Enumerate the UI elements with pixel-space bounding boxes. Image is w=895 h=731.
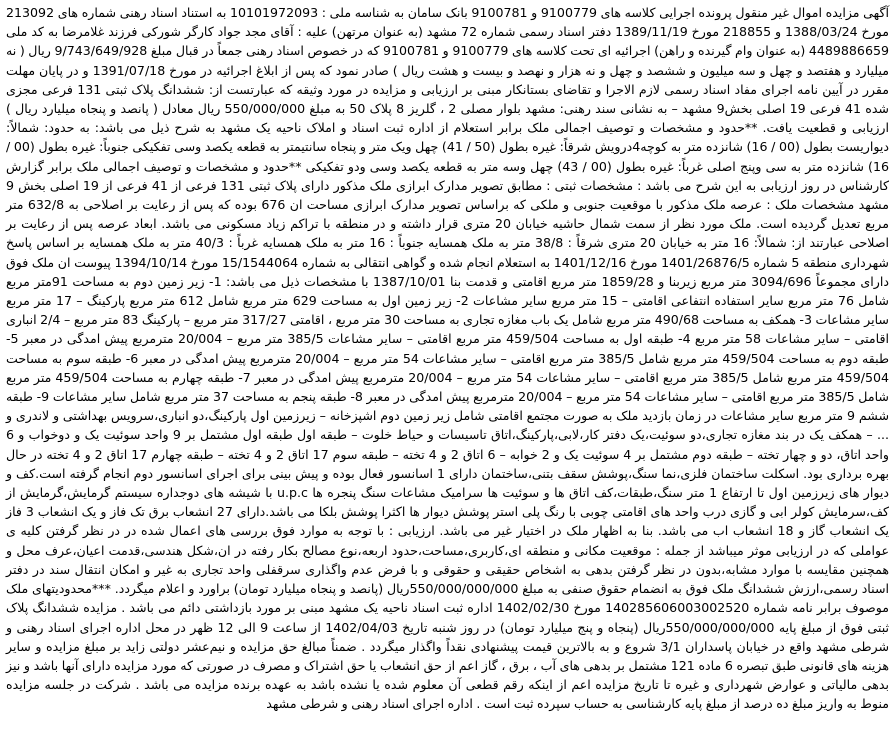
auction-notice-body: آگهی مزایده اموال غیر منقول پرونده اجرایی کلاسه های 9100779 و 9100781 بانک سامان به شناسه ملی : 10101972093 به استناد اسناد رهنی شماره های 213092 مورخ 1388/03/24 و 218855 مورخ 1389/11/19 دفتر اسناد رسمی شماره 72 مشهد (به عنوان مرتهن) علیه : آقای مجد جواد کارگر شورکی فرزند غلامرضا به کد ملی 4489886659 (به عنوان وام گیرنده و راهن) اجرائیه ای تحت کلاسه های 9100779 و 9100781 که در خصوص اسناد رهنی جمعاً در قبال مبلغ 9/743/649/928 ریال ( نه میلیارد و هفتصد و چهل و سه میلیون و ششصد و چهل و نه هزار و نهصد و بیست و هشت ریال ) صادر نمود که پس از ابلاغ اجرائیه در مورخ 1391/07/18 و در پایان مهلت مقرر در آیین نامه اجرای مفاد اسناد رسمی لازم الاجرا و تقاضای بستانکار مبنی بر ارزیابی و مزایده در مورد وثیقه که عبارتست از: ششدانگ پلاک ثبتی 131 فرعی مجزی شده 41 فرعی 19 اصلی بخش9 مشهد – به نشانی سند رهنی: مشهد بلوار مصلی 2 ، گلریز 8 پلاک 50 به مبلغ 550/000/000 ریال معادل ( پانصد و پنجاه میلیارد ریال ) ارزیابی و قطعیت یافت. **حدود و مشخصات و توصیف اجمالی ملک برابر استعلام از اداره ثبت اسناد و املاک ناحیه یک مشهد به شرح ذیل می باشد: به حدود: شمالاً: دیواریست بطول (00 / 16) شانزده متر به کوچه4درویش شرقاً: غیره بطول (50 / 41) چهل ویک متر و پنجاه سانتیمتر به قطعه یکصد وسی تفکیکی جنوباً: غیره بطول (00 / 16) شانزده متر به سی وپنج اصلی غرباً: غیره بطول (00 / 43) چهل وسه متر به قطعه یکصد وسی ودو تفکیکی **حدود و مشخصات و توصیف اجمالی ملک برابر گزارش کارشناس در روز ارزیابی به این شرح می باشد : مشخصات ثبتی : مطابق تصویر مدارک ابرازی ملک مذکور دارای پلاک ثبتی 131 فرعی از 41 فرعی از 19 اصلی بخش 9 مشهد مشخصات ملک : عرصه ملک مذکور با موقعیت جنوبی و ملکی که براساس تصویر مدارک ابرازی مساحت ان 676 بوده که پس از رعایت بر اصلاحی به 632/8 متر مربع تعدیل گردیده است. ملک مورد نظر از سمت شمال حاشیه خیابان 20 متری قرار داشته و در منطقه با تراکم زیاد مسکونی می باشد. ابعاد عرصه پس از رعایت بر اصلاحی عبارتند از: شمالاً: 16 متر به خیابان 20 متری شرقاً : 38/8 متر به ملک همسایه جنوباً : 16 متر به ملک همسایه غرباً : 40/3 متر به ملک همسایه بر اساس پاسخ شهرداری منطقه 5 شماره 1401/26876/5 مورخ 1401/12/16 به استعلام انجام شده و گواهی انتقالی به شماره 15/1544064 مورخ 1394/10/14 پیوست ان ملک فوق دارای مجموعاً 3094/696 متر مربع زیربنا و 1859/28 متر مربع اقامتی و قدمت بنا 1387/10/01 با مشخصات ذیل می باشد: 1- زیر زمین دوم به مساحت 91متر مربع شامل 76 متر مربع سایر استفاده انتفاعی اقامتی – 15 متر مربع سایر مشاعات 2- زیر زمین اول به مساحت 629 متر مربع شامل 612 متر مربع پارکینگ – 17 متر مربع سایر مشاعات 3- همکف به مساحت 490/68 متر مربع شامل یک باب مغازه تجاری به مساحت 30 متر مربع ، اقامتی 317/27 متر مربع – پارکینگ 83 متر مربع – 2/4 انباری اقامتی – سایر مشاعات 58 متر مربع 4- طبقه اول به مساحت 459/504 متر مربع اقامتی – سایر مشاعات 385/5 متر مربع – 20/004 مترمربع پیش امدگی در معبر 5- طبقه دوم به مساحت 459/504 متر مربع شامل 385/5 متر مربع اقامتی – سایر مشاعات 54 متر مربع – 20/004 مترمربع پیش امدگی در معبر 6- طبقه سوم به مساحت 459/504 متر مربع شامل 385/5 متر مربع اقامتی – سایر مشاعات 54 متر مربع – 20/004 مترمربع پیش امدگی در معبر 7- طبقه چهارم به مساحت 459/504 متر مربع شامل 385/5 متر مربع اقامتی – سایر مشاعات 54 متر مربع – 20/004 مترمربع پیش امدگی در معبر 8- طبقه پنجم به مساحت 37 متر مربع شامل سایر مشاعات 9- طبقه ششم 9 متر مربع سایر مشاعات در زمان بازدید ملک به صورت مجتمع اقامتی شامل زیر زمین دوم اشپزخانه – زیرزمین اول پارکینگ،دو انباری،سرویس بهداشتی و لاندری و ... – همکف یک در بند مغازه تجاری،دو سوئیت،یک دفتر کار،لابی،پارکینگ،اتاق تاسیسات و حیاط خلوت – طبقه اول طبقه اول مشتمل بر 9 واحد سوئیت یک و دوخواب و 6 واحد اتاق، دو و چهار تخته – طبقه دوم مشتمل بر 4 سوئیت یک و 2 خوابه – 6 اتاق 2 و 4 تخته – طبقه سوم 17 اتاق 2 و 4 تخته – طبقه چهارم 17 اتاق 2 و 4 تخته در حال بهره برداری بود. اسکلت ساختمان فلزی،نما سنگ،پوشش سقف بتنی،ساختمان دارای 1 اسانسور فعال بوده و پیش بینی برای اجرای اسانسور دوم انجام گرفته است.کف و دیوار های زیرزمین اول تا ارتفاع 1 متر سنگ،طبقات،کف اتاق ها و سوئیت ها سرامیک مشاعات سنگ پنجره ها u.p.c با شیشه های دوجداره سیستم گرمایش،گرمایش از کف،سرمایش کولر ابی و گازی درب واحد های اقامتی چوبی با رنگ پلی استر پوشش دیوار ها اکثرا پوشش بلکا می باشد.دارای 27 انشعاب برق تک فاز و یک انشعاب 3 فاز یک انشعاب گاز و 18 انشعاب اب می باشد. بنا به اظهار ملک در اختیار غیر می باشد. ارزیابی : با توجه به موارد فوق بررسی های اعمال شده در در نظر گرفتن کلیه ی عواملی که در ارزیابی موثر میباشد از جمله : موقعیت مکانی و منطقه ای،کاربری،مساحت،حدود اربعه،نوع مصالح بکار رفته در ان،شکل هندسی،قدمت اعیان،عرف محل و همچنین مقایسه با موارد مشابه،بدون در نظر گرفتن بدهی به اشخاص حقیقی و حقوقی و با فرض عدم واگذاری سرقفلی واحد تجاری به غیر و امکان انتقال سند در دفتر اسناد رسمی،ارزش ششدانگ ملک فوق به انضمام حقوق صنفی به مبلغ 550/000/000/000ریال (پانصد و پنجاه میلیارد تومان) براورد و اعلام میگردد. ***محدودیتهای ملک موصوف برابر نامه شماره 140285606003002520 مورخ 1402/02/30 اداره ثبت اسناد ناحیه یک مشهد مبنی بر مورد بازداشتی دائم می باشد . مزایده ششدانگ پلاک ثبتی فوق از مبلغ پایه 550/000/000/000ریال (پنجاه و پنج میلیارد تومان) در روز شنبه تاریخ 1402/04/03 از ساعت 9 الی 12 ظهر در محل اداره اجرای اسناد رهنی و شرطی مشهد واقع در خیابان پاسداران 3/1 شروع و به بالاترین قیمت پیشنهادی نقداً واگذار میگردد . ضمناً مبالغ حق مزایده و نیم‌عشر دولتی زاید بر مبلغ مزایده و سایر هزینه های قانونی طبق تبصره 6 ماده 121 مشتمل بر بدهی های آب ، برق ، گاز اعم از حق انشعاب یا حق اشتراک و مصرف در صورتی که مورد مزایده دارای آنها باشد و نیز بدهی مالیاتی و عوارض شهرداری و غیره تا تاریخ مزایده اعم از اینکه رقم قطعی آن معلوم شده یا نشده باشد به عهده برنده مزایده می باشد . شرکت در جلسه مزایده منوط به واریز مبلغ ده درصد از مبلغ پایه کارشناسی به حساب سپرده ثبت است . اداره اجرای اسناد رهنی و شرطی مشهد xyxy=(6,5,890,712)
